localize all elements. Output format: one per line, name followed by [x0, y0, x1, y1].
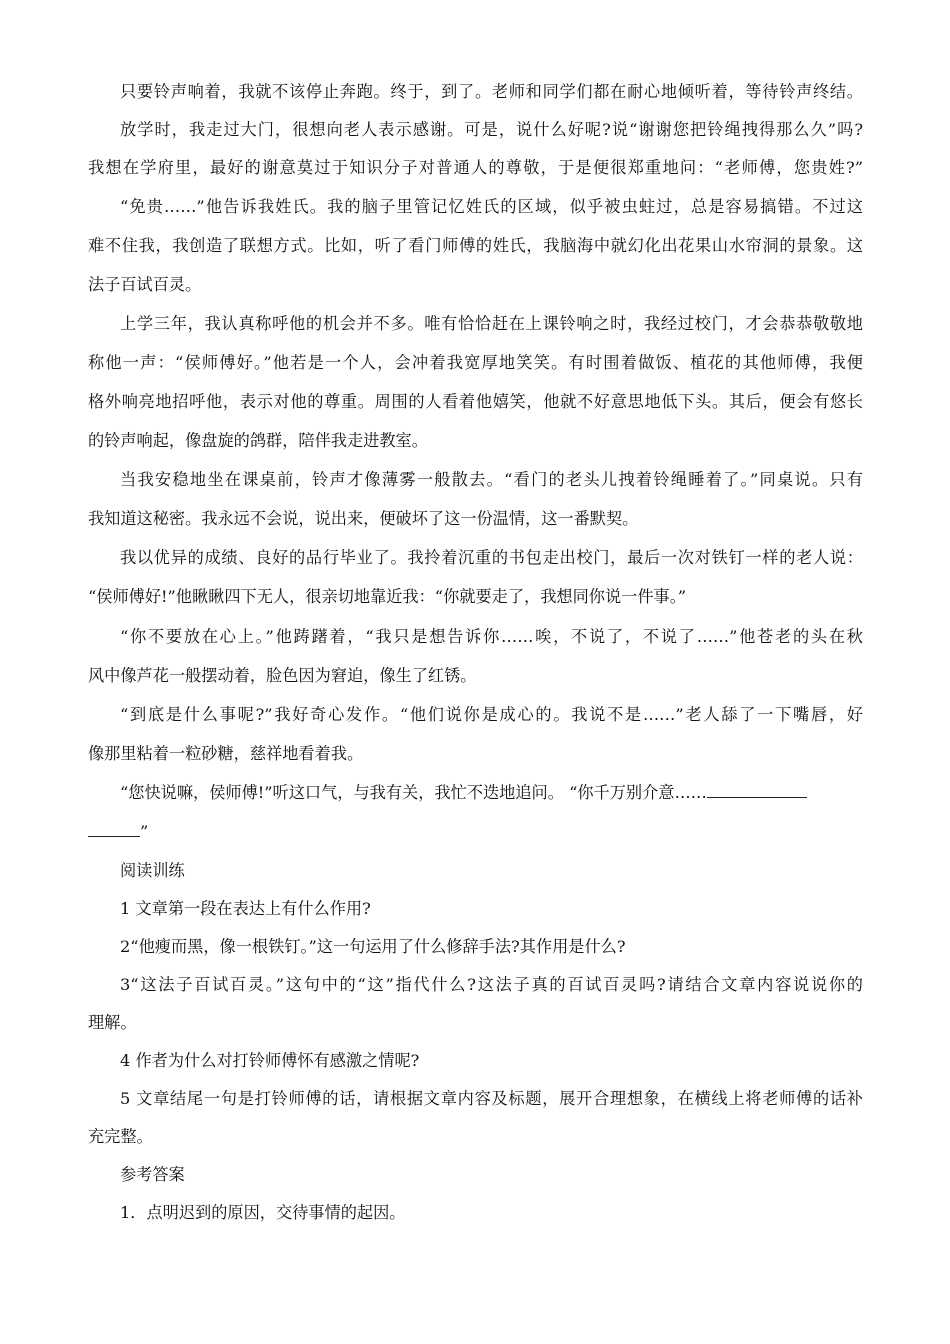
- paragraph-line: “侯师傅好!”他瞅瞅四下无人，很亲切地靠近我：“你就要走了，我想同你说一件事。”: [88, 587, 687, 606]
- paragraph-line: 法子百试百灵。: [88, 275, 202, 294]
- exercise-question: 4 作者为什么对打铃师傅怀有感激之情呢?: [120, 1051, 420, 1070]
- exercise-question: 充完整。: [88, 1127, 153, 1146]
- exercise-question: 5 文章结尾一句是打铃师傅的话，请根据文章内容及标题，展开合理想象，在横线上将老师傅的话补: [120, 1089, 863, 1108]
- paragraph-line: 的铃声响起，像盘旋的鸽群，陪伴我走进教室。: [88, 431, 428, 450]
- paragraph-line: 我知道这秘密。我永远不会说，说出来，便破坏了这一份温情，这一番默契。: [88, 509, 639, 528]
- paragraph-line: 我以优异的成绩、良好的品行毕业了。我拎着沉重的书包走出校门，最后一次对铁钉一样的老人说：: [120, 548, 863, 567]
- section-heading-answers: 参考答案: [120, 1165, 185, 1184]
- paragraph-line: 放学时，我走过大门，很想向老人表示感谢。可是，说什么好呢?说“谢谢您把铃绳拽得那么久”吗?: [120, 120, 863, 139]
- answer-blank-line: [707, 783, 807, 798]
- paragraph-line: 我想在学府里，最好的谢意莫过于知识分子对普通人的尊敬，于是便很郑重地问：“老师傅，您贵姓?”: [88, 158, 863, 177]
- paragraph-line: 格外响亮地招呼他，表示对他的尊重。周围的人看着他嬉笑，他就不好意思地低下头。其后，便会有悠长: [88, 392, 863, 411]
- paragraph-line-with-blank: [88, 822, 863, 842]
- exercise-question: 2“他瘦而黑，像一根铁钉。”这一句运用了什么修辞手法?其作用是什么?: [120, 937, 626, 956]
- section-heading-exercises: 阅读训练: [120, 861, 185, 880]
- paragraph-text: “您快说嘛，侯师傅!”听这口气，与我有关，我忙不迭地追问。 “你千万别介意……: [120, 783, 707, 802]
- paragraph-line: 像那里粘着一粒砂糖，慈祥地看着我。: [88, 744, 364, 763]
- answer-blank-line: [88, 822, 140, 837]
- answer-item: 1．点明迟到的原因，交待事情的起因。: [120, 1203, 406, 1222]
- paragraph-line-with-blank: [120, 783, 863, 803]
- paragraph-line: “你不要放在心上。”他踌躇着，“我只是想告诉你……唉，不说了，不说了……”他苍老的头在秋: [120, 627, 863, 646]
- paragraph-line: 上学三年，我认真称呼他的机会并不多。唯有恰恰赶在上课铃响之时，我经过校门，才会恭恭敬敬地: [120, 314, 863, 333]
- paragraph-line: 风中像芦花一般摆动着，脸色因为窘迫，像生了红锈。: [88, 666, 477, 685]
- paragraph-line: 难不住我，我创造了联想方式。比如，听了看门师傅的姓氏，我脑海中就幻化出花果山水帘洞的景象。这: [88, 236, 863, 255]
- exercise-question: 1 文章第一段在表达上有什么作用?: [120, 899, 371, 918]
- exercise-question: 3“这法子百试百灵。”这句中的“这”指代什么?这法子真的百试百灵吗?请结合文章内容说说你的: [120, 975, 863, 994]
- paragraph-line: “免贵……”他告诉我姓氏。我的脑子里管记忆姓氏的区域，似乎被虫蛀过，总是容易搞错。不过这: [120, 197, 863, 216]
- paragraph-line: 称他一声：“侯师傅好。”他若是一个人，会冲着我宽厚地笑笑。有时围着做饭、植花的其他师傅，我便: [88, 353, 863, 372]
- paragraph-line: 只要铃声响着，我就不该停止奔跑。终于，到了。老师和同学们都在耐心地倾听着，等待铃声终结。: [120, 82, 863, 101]
- closing-quote: ”: [140, 822, 149, 841]
- paragraph-line: 当我安稳地坐在课桌前，铃声才像薄雾一般散去。“看门的老头儿拽着铃绳睡着了。”同桌说。只有: [120, 470, 863, 489]
- exercise-question: 理解。: [88, 1013, 137, 1032]
- paragraph-line: “到底是什么事呢?”我好奇心发作。“他们说你是成心的。我说不是……”老人舔了一下嘴唇，好: [120, 705, 863, 724]
